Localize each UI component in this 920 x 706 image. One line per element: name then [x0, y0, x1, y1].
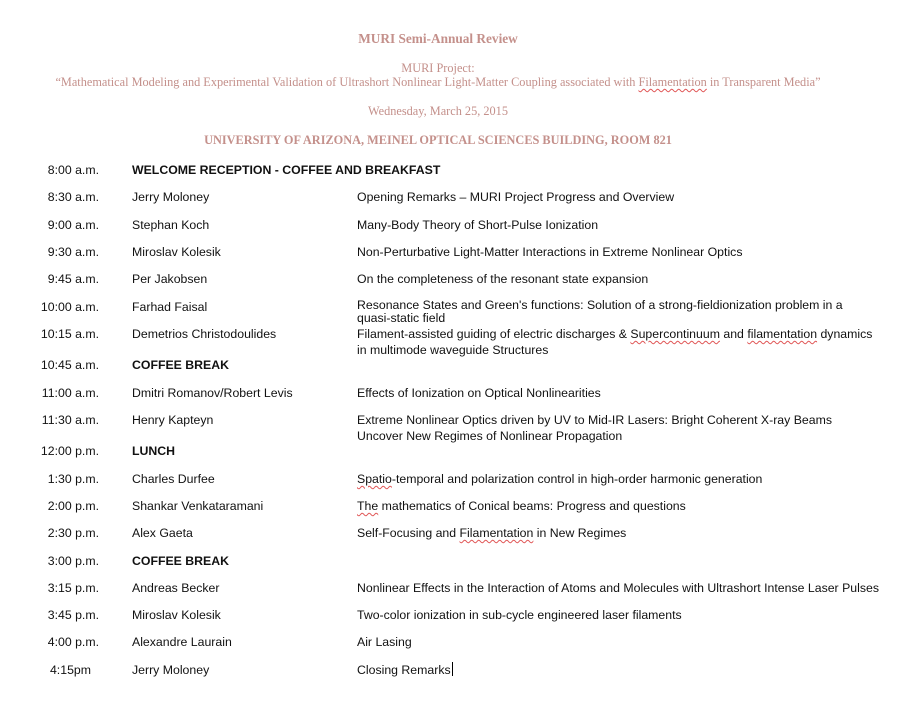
schedule-time: 9:45 a.m.: [47, 272, 99, 286]
schedule-time: 2:30 p.m.: [47, 526, 99, 540]
title-part: Self-Focusing and: [357, 526, 460, 540]
schedule-speaker: Charles Durfee: [132, 472, 215, 486]
schedule-talk-title: Extreme Nonlinear Optics driven by UV to Mid-IR Lasers: Bright Coherent X-ray Beams Uncover New Regimes of Nonlinear Propagation: [357, 413, 832, 443]
event-location: UNIVERSITY OF ARIZONA, MEINEL OPTICAL SCIENCES BUILDING, ROOM 821: [204, 133, 672, 147]
schedule-time: 10:15 a.m.: [40, 327, 99, 341]
schedule-time: 10:45 a.m.: [40, 358, 99, 372]
title-flagged-word: filamentation: [747, 327, 818, 341]
schedule-speaker: Alex Gaeta: [132, 526, 193, 540]
event-title: MURI Semi-Annual Review: [358, 31, 518, 46]
text-cursor: [452, 662, 453, 676]
schedule-time: 12:00 p.m.: [40, 444, 99, 458]
title-flagged-word: Supercontinuum: [630, 327, 720, 341]
schedule-speaker: Shankar Venkataramani: [132, 499, 264, 513]
schedule-time: 4:00 p.m.: [47, 635, 99, 649]
schedule-time: 8:30 a.m.: [47, 190, 99, 204]
project-title-flagged-word: Filamentation: [638, 75, 707, 89]
title-part: in New Regimes: [533, 526, 627, 540]
schedule-speaker: Stephan Koch: [132, 218, 210, 232]
schedule-talk-title: Non-Perturbative Light-Matter Interactions in Extreme Nonlinear Optics: [357, 245, 743, 259]
schedule-speaker: Farhad Faisal: [132, 300, 208, 314]
title-flagged-word: The: [357, 499, 379, 513]
schedule-time: 8:00 a.m.: [47, 163, 99, 177]
project-title-after: in Transparent Media”: [706, 75, 821, 89]
event-date: Wednesday, March 25, 2015: [368, 104, 508, 118]
schedule-time: 4:15pm: [49, 663, 91, 677]
schedule-banner: COFFEE BREAK: [132, 554, 230, 568]
schedule-talk-title: [357, 525, 875, 541]
schedule-talk-title: [357, 326, 875, 358]
schedule-talk-title: Resonance States and Green's functions: Solution of a strong-fieldionization problem in a quasi-static field: [357, 298, 843, 325]
schedule-talk-title: Nonlinear Effects in the Interaction of Atoms and Molecules with Ultrashort Intense Laser Pulses: [357, 581, 879, 595]
title-part: -temporal and polarization control in high-order harmonic generation: [391, 472, 763, 486]
schedule-speaker: Per Jakobsen: [132, 272, 208, 286]
schedule-speaker: Andreas Becker: [132, 581, 220, 595]
project-title: [0, 75, 876, 90]
schedule-speaker: Miroslav Kolesik: [132, 245, 221, 259]
schedule-talk-title: Two-color ionization in sub-cycle engineered laser filaments: [357, 608, 682, 622]
schedule-time: 9:30 a.m.: [47, 245, 99, 259]
title-part: dynamics in multimode waveguide Structures: [357, 327, 873, 357]
schedule-time: 10:00 a.m.: [40, 300, 99, 314]
title-part: mathematics of Conical beams: Progress and questions: [378, 499, 686, 513]
schedule-talk-title: Many-Body Theory of Short-Pulse Ionization: [357, 218, 599, 232]
title-flagged-word: Spatio: [357, 472, 392, 486]
schedule-time: 3:15 p.m.: [47, 581, 99, 595]
schedule-banner: COFFEE BREAK: [132, 358, 230, 372]
schedule-talk-title: Effects of Ionization on Optical Nonlinearities: [357, 386, 601, 400]
schedule-time: 11:00 a.m.: [41, 386, 99, 400]
schedule-time: 3:45 p.m.: [47, 608, 99, 622]
schedule-talk-title: [357, 498, 875, 514]
schedule-time: 1:30 p.m.: [47, 472, 99, 486]
schedule-time: 2:00 p.m.: [47, 499, 99, 513]
project-title-before: “Mathematical Modeling and Experimental Validation of Ultrashort Nonlinear Light-Matter Coupling associated with: [55, 75, 639, 89]
schedule-speaker: Demetrios Christodoulides: [132, 327, 277, 341]
schedule-talk-title[interactable]: [357, 662, 875, 678]
schedule-speaker: Henry Kapteyn: [132, 413, 214, 427]
schedule-time: 3:00 p.m.: [47, 554, 99, 568]
schedule-banner: WELCOME RECEPTION - COFFEE AND BREAKFAST: [132, 163, 441, 177]
schedule-time: 11:30 a.m.: [41, 413, 99, 427]
schedule-talk-title: On the completeness of the resonant state expansion: [357, 272, 649, 286]
title-part: Filament-assisted guiding of electric discharges &: [357, 327, 631, 341]
project-label: MURI Project:: [401, 61, 475, 75]
schedule-talk-title: Opening Remarks – MURI Project Progress and Overview: [357, 190, 675, 204]
schedule-banner: LUNCH: [132, 444, 176, 458]
schedule-speaker: Miroslav Kolesik: [132, 608, 221, 622]
schedule-talk-title: [357, 471, 875, 487]
schedule-time: 9:00 a.m.: [47, 218, 99, 232]
schedule-speaker: Jerry Moloney: [132, 663, 210, 677]
schedule-speaker: Jerry Moloney: [132, 190, 210, 204]
title-flagged-word: Filamentation: [459, 526, 534, 540]
schedule-speaker: Alexandre Laurain: [132, 635, 232, 649]
title-part: and: [719, 327, 748, 341]
schedule-talk-title: Air Lasing: [357, 635, 412, 649]
schedule-speaker: Dmitri Romanov/Robert Levis: [132, 386, 293, 400]
closing-remarks-text: Closing Remarks: [357, 663, 451, 677]
